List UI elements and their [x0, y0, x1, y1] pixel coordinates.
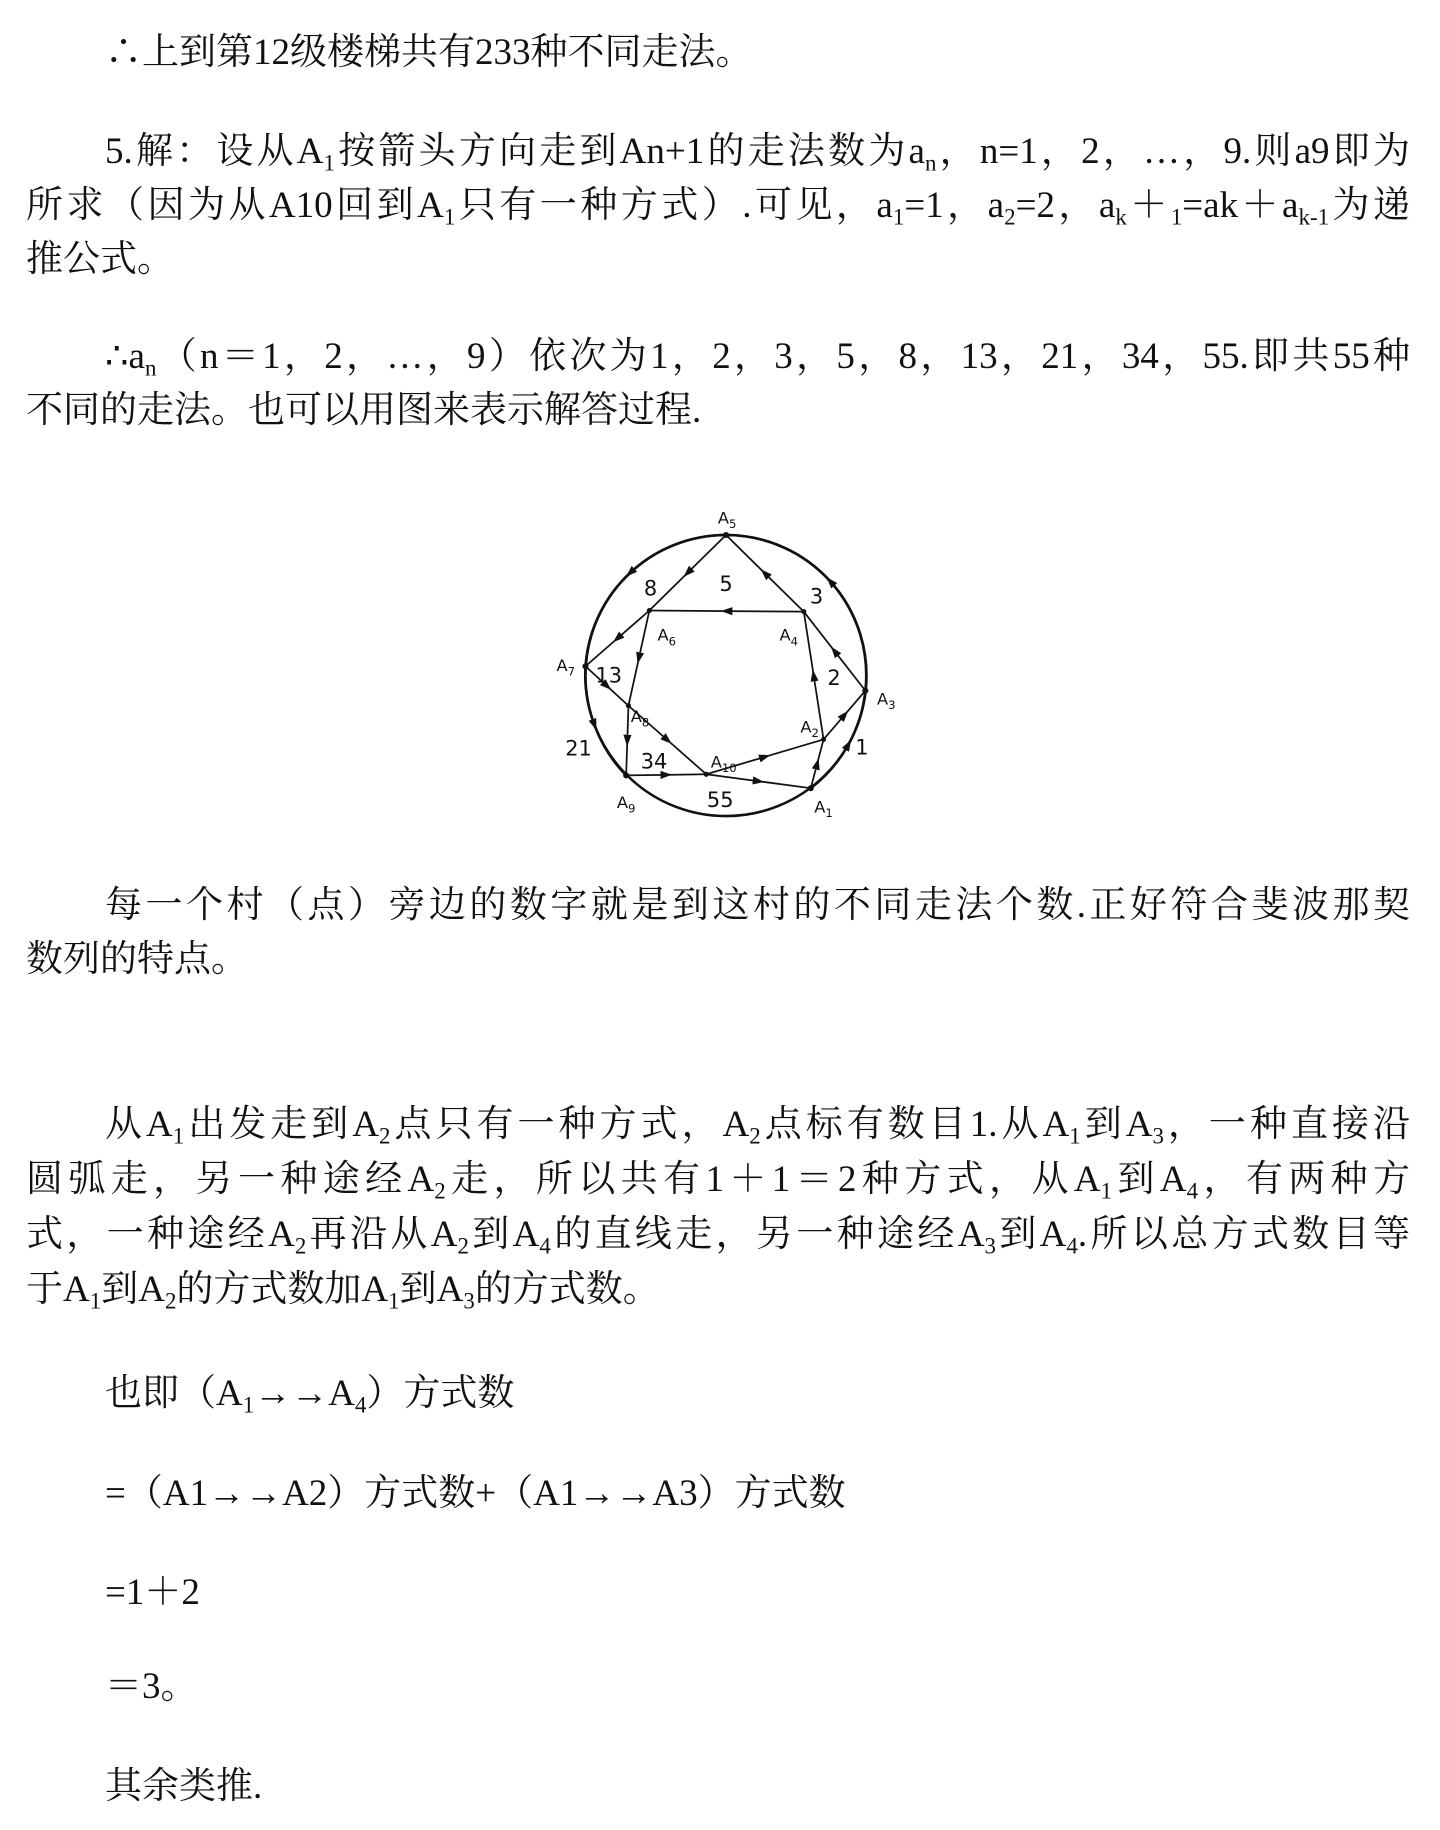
count-label-a3: 2 — [827, 665, 841, 690]
text-run: =1，a — [904, 185, 1005, 226]
node-letter: A — [556, 655, 568, 675]
subscript: 2 — [164, 1288, 177, 1314]
subscript: 3 — [463, 1288, 475, 1314]
node-dot-a5 — [723, 532, 729, 538]
subscript: 1 — [1100, 1178, 1113, 1204]
node-label-a6 — [658, 626, 677, 649]
text-run: 5.解：设从A — [105, 131, 324, 172]
text-line — [26, 1097, 1410, 1152]
node-dot-a7 — [582, 663, 588, 669]
node-subscript: 4 — [790, 634, 798, 649]
text-run: 的直线走，另一种途经A — [550, 1214, 985, 1255]
subscript: 4 — [1186, 1178, 1199, 1204]
count-label-a7: 13 — [595, 663, 623, 688]
text-line — [26, 1262, 1410, 1317]
node-dot-a9 — [623, 772, 629, 778]
count-label-a6: 8 — [643, 576, 658, 601]
text-line — [26, 125, 1410, 179]
node-label-a8 — [631, 707, 650, 730]
text-run: ＋ — [1126, 185, 1171, 226]
edge-a2-a3 — [824, 691, 866, 740]
text-run: ）方式数 — [366, 1373, 515, 1414]
text-line — [26, 384, 1410, 438]
text-run: =1＋2 — [105, 1572, 200, 1613]
text-run: 也即（A — [105, 1373, 243, 1414]
subscript: 1 — [242, 1392, 255, 1418]
text-run: =（A1→→A2）方式数+（A1→→A3）方式数 — [105, 1473, 846, 1514]
text-line — [26, 179, 1410, 233]
text-run: 只有一种方式）.可见，a — [455, 185, 893, 226]
count-label-a9: 34 — [640, 749, 668, 774]
node-dot-a3 — [862, 688, 868, 694]
node-label-a4 — [779, 626, 798, 649]
subscript: 2 — [749, 1123, 761, 1149]
subscript: 2 — [457, 1233, 469, 1259]
node-dot-a4 — [801, 609, 806, 614]
subscript: 2 — [1004, 204, 1016, 230]
node-label-a1 — [814, 798, 833, 821]
text-run: ，有两种方 — [1198, 1159, 1410, 1200]
text-run: 点只有一种方式，A — [390, 1104, 750, 1145]
subscript: 1 — [1069, 1123, 1081, 1149]
subscript: 2 — [378, 1123, 391, 1149]
text-line — [26, 1152, 1410, 1207]
node-subscript: 3 — [888, 698, 896, 713]
edge-a9-a10 — [626, 774, 706, 775]
node-subscript: 5 — [729, 517, 737, 532]
text-run: 到A — [1080, 1104, 1153, 1145]
text-run: 为递 — [1329, 185, 1411, 226]
village-path-diagram — [546, 501, 906, 835]
node-subscript: 10 — [721, 760, 737, 775]
subscript: 1 — [443, 204, 456, 230]
equation-line-4 — [26, 1660, 1410, 1714]
count-label-a5: 5 — [719, 571, 733, 596]
subscript: 4 — [1066, 1233, 1078, 1259]
edge-a6-a8 — [628, 611, 649, 706]
edge-a4-a6 — [649, 611, 803, 612]
text-run: =2，a — [1015, 185, 1116, 226]
text-run: 点标有数目1.从A — [760, 1104, 1070, 1145]
subscript: 4 — [539, 1233, 551, 1259]
text-run: →→A — [254, 1373, 355, 1414]
node-letter: A — [877, 689, 889, 709]
node-label-a9 — [617, 793, 636, 816]
node-subscript: 7 — [567, 664, 575, 679]
sequence-paragraph — [26, 330, 1410, 438]
text-run: 所求（因为从A10回到A — [26, 185, 444, 226]
text-run: 到A — [101, 1269, 165, 1310]
subscript: 3 — [984, 1233, 996, 1259]
count-label-a4: 3 — [809, 584, 824, 609]
text-run: 圆弧走，另一种途经A — [26, 1159, 435, 1200]
text-run: ＝3。 — [105, 1666, 198, 1707]
subscript: n — [924, 150, 937, 176]
node-letter: A — [710, 752, 722, 772]
closing-line — [26, 1760, 1410, 1814]
edge-a4-a5 — [726, 535, 804, 612]
text-run: ，n=1，2，…，9.则a9即为 — [936, 131, 1410, 172]
text-run: 按箭头方向走到An+1的走法数为a — [335, 131, 925, 172]
text-run: =ak＋a — [1182, 185, 1299, 226]
text-run: .所以总方式数目等 — [1077, 1214, 1410, 1255]
text-line — [26, 26, 1410, 80]
node-subscript: 6 — [668, 634, 677, 649]
text-line — [26, 933, 1410, 987]
subscript: 1 — [323, 150, 335, 176]
text-run: 式，一种途经A — [26, 1214, 295, 1255]
node-letter: A — [657, 625, 669, 645]
text-run: 于A — [26, 1269, 90, 1310]
text-run: 到A — [1112, 1159, 1187, 1200]
edge-a10-a1 — [706, 774, 811, 788]
edge-a5-a6 — [649, 535, 726, 610]
text-line — [26, 1660, 1410, 1714]
subscript: 2 — [434, 1178, 446, 1204]
subscript: 4 — [354, 1392, 367, 1418]
node-letter: A — [814, 797, 826, 817]
node-subscript: 9 — [627, 801, 636, 816]
text-line — [26, 330, 1410, 384]
arc-a3-a5 — [726, 535, 866, 691]
text-line — [26, 1467, 1410, 1521]
node-subscript: 2 — [811, 726, 819, 741]
text-run: 到A — [399, 1269, 464, 1310]
text-run: 推公式。 — [26, 239, 174, 280]
text-run: 走，所以共有1＋1＝2种方式，从A — [445, 1159, 1101, 1200]
text-run: 出发走到A — [184, 1104, 379, 1145]
node-dot-a6 — [647, 608, 652, 613]
node-subscript: 8 — [641, 715, 650, 730]
text-run: ∴a — [105, 336, 145, 377]
text-run: 不同的走法。也可以用图来表示解答过程. — [26, 390, 702, 431]
node-letter: A — [630, 707, 642, 726]
text-line — [26, 233, 1410, 287]
fibonacci-note-paragraph — [26, 879, 1410, 987]
text-line — [26, 1207, 1410, 1262]
count-label-a8: 21 — [565, 736, 592, 761]
text-run: 数列的特点。 — [26, 939, 248, 980]
subscript: k-1 — [1298, 204, 1330, 230]
node-label-a2 — [800, 717, 819, 740]
node-letter: A — [616, 792, 628, 812]
subscript: k — [1115, 204, 1127, 230]
explanation-paragraph — [26, 1097, 1410, 1317]
subscript: 3 — [1152, 1123, 1164, 1149]
equation-line-3 — [26, 1566, 1410, 1620]
text-run: ，一种直接沿 — [1163, 1104, 1410, 1145]
node-dot-a2 — [821, 737, 826, 742]
subscript: n — [144, 355, 157, 381]
conclusion-line — [26, 26, 1410, 80]
subscript: 1 — [172, 1123, 185, 1149]
text-line — [26, 879, 1410, 933]
text-run: 到A — [468, 1214, 540, 1255]
count-label-a2: 1 — [855, 735, 869, 760]
count-label-a10: 55 — [706, 787, 734, 812]
subscript: 1 — [892, 204, 905, 230]
subscript: 1 — [388, 1288, 400, 1314]
text-line — [26, 1566, 1410, 1620]
subscript: 2 — [294, 1233, 307, 1259]
node-subscript: 1 — [825, 806, 833, 821]
text-run: 从A — [105, 1104, 173, 1145]
equation-line-2 — [26, 1467, 1410, 1521]
node-letter: A — [800, 717, 812, 737]
text-run: ∴上到第12级楼梯共有233种不同走法。 — [105, 32, 753, 73]
edge-a8-a9 — [626, 706, 628, 776]
text-run: 每一个村（点）旁边的数字就是到这村的不同走法个数.正好符合斐波那契 — [105, 885, 1410, 926]
solution-5-paragraph — [26, 125, 1410, 287]
node-dot-a1 — [808, 785, 814, 791]
text-run: 到A — [995, 1214, 1067, 1255]
subscript: 1 — [89, 1288, 102, 1314]
node-letter: A — [779, 625, 791, 645]
text-line — [26, 1367, 1410, 1421]
text-run: 的方式数加A — [176, 1269, 389, 1310]
node-letter: A — [717, 508, 730, 528]
node-label-a3 — [877, 690, 896, 713]
text-run: 的方式数。 — [474, 1269, 660, 1310]
equation-line-1 — [26, 1367, 1410, 1421]
subscript: 1 — [1170, 204, 1183, 230]
text-run: 其余类推. — [105, 1766, 263, 1807]
node-label-a7 — [556, 656, 575, 679]
node-label-a5 — [718, 508, 737, 531]
text-line — [26, 1760, 1410, 1814]
node-dot-a10 — [704, 772, 709, 777]
text-run: 再沿从A — [306, 1214, 458, 1255]
text-run: （n＝1，2，…，9）依次为1，2，3，5，8，13，21，34，55.即共55种 — [156, 336, 1410, 377]
